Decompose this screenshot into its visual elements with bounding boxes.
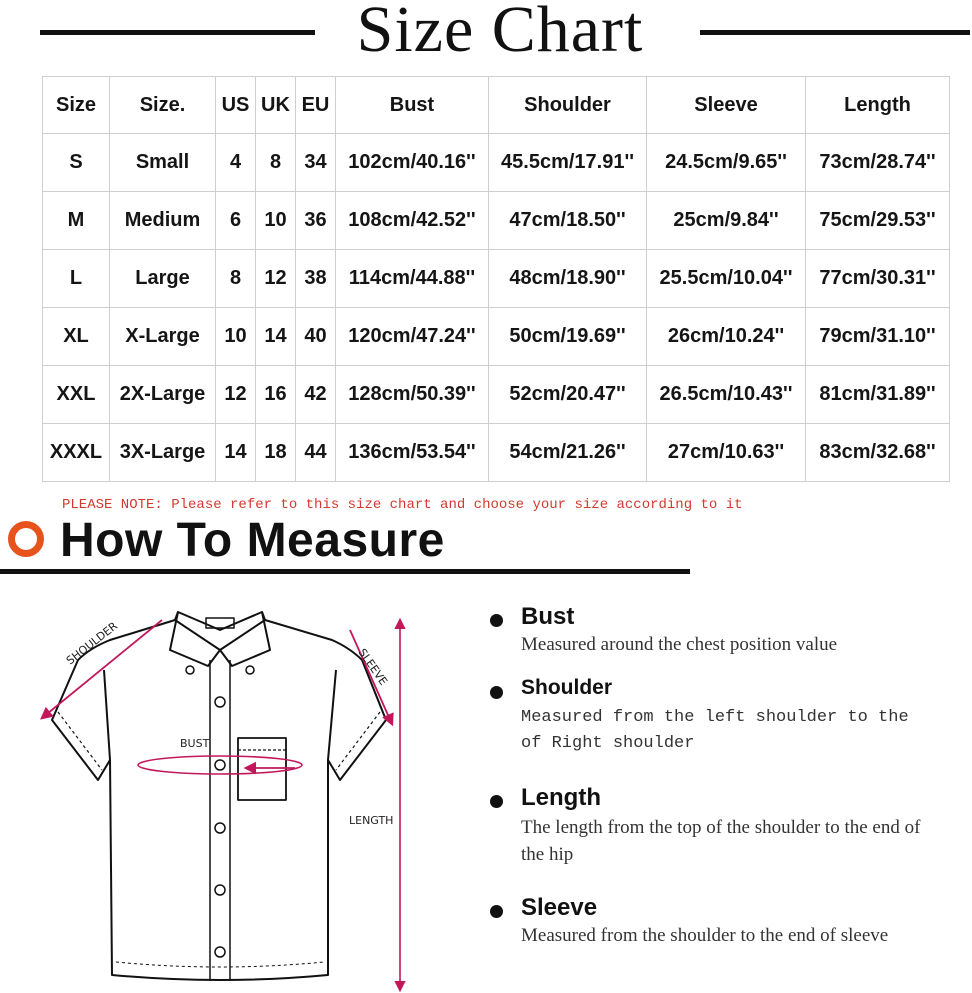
table-cell: M (43, 192, 110, 250)
table-cell: 38 (296, 250, 336, 308)
table-cell: 12 (256, 250, 296, 308)
size-chart-title: Size Chart (356, 0, 644, 66)
table-cell: XXL (43, 366, 110, 424)
definition-sleeve (490, 894, 960, 984)
table-cell: 4 (216, 134, 256, 192)
table-cell: 25.5cm/10.04'' (647, 250, 806, 308)
title-rule-left (40, 30, 315, 35)
table-cell: 47cm/18.50'' (489, 192, 647, 250)
table-cell: 77cm/30.31'' (806, 250, 950, 308)
definition-length (490, 784, 960, 874)
table-cell: 14 (216, 424, 256, 482)
table-cell: 42 (296, 366, 336, 424)
table-cell: 26.5cm/10.43'' (647, 366, 806, 424)
bullet-icon (490, 614, 503, 627)
table-cell: 136cm/53.54'' (336, 424, 489, 482)
table-row (43, 192, 950, 250)
table-cell: 25cm/9.84'' (647, 192, 806, 250)
table-cell: 36 (296, 192, 336, 250)
table-cell: X-Large (110, 308, 216, 366)
table-cell: 73cm/28.74'' (806, 134, 950, 192)
definition-text: The length from the top of the shoulder to the end of the hip (521, 817, 921, 865)
table-cell: 44 (296, 424, 336, 482)
table-header-row (43, 77, 950, 134)
definition-term: Sleeve (521, 894, 598, 921)
shirt-measurement-diagram (20, 590, 420, 993)
column-header: Sleeve (647, 77, 806, 134)
table-cell: 14 (256, 308, 296, 366)
definition-text: Measured from the left shoulder to the of Right shoulder (521, 708, 909, 753)
definition-bust (490, 603, 960, 663)
shoulder-label: SHOULDER (63, 619, 121, 668)
definition-term: Shoulder (521, 676, 613, 699)
table-cell: Medium (110, 192, 216, 250)
table-cell: 26cm/10.24'' (647, 308, 806, 366)
table-cell: 81cm/31.89'' (806, 366, 950, 424)
table-cell: 40 (296, 308, 336, 366)
table-cell: L (43, 250, 110, 308)
table-cell: 54cm/21.26'' (489, 424, 647, 482)
table-cell: 8 (216, 250, 256, 308)
table-cell: 10 (256, 192, 296, 250)
table-cell: 128cm/50.39'' (336, 366, 489, 424)
table-cell: Small (110, 134, 216, 192)
column-header: US (216, 77, 256, 134)
table-cell: 48cm/18.90'' (489, 250, 647, 308)
column-header: Shoulder (489, 77, 647, 134)
definition-term: Length (521, 784, 601, 811)
table-cell: 24.5cm/9.65'' (647, 134, 806, 192)
bust-label: BUST (180, 737, 210, 750)
section-rule (0, 569, 690, 574)
table-row (43, 424, 950, 482)
bullet-icon (490, 795, 503, 808)
column-header: Size (43, 77, 110, 134)
table-cell: 12 (216, 366, 256, 424)
shirt-buttons (186, 666, 254, 957)
table-cell: 10 (216, 308, 256, 366)
definition-term: Bust (521, 603, 575, 630)
column-header: EU (296, 77, 336, 134)
table-cell: 52cm/20.47'' (489, 366, 647, 424)
column-header: Length (806, 77, 950, 134)
table-cell: S (43, 134, 110, 192)
definition-text: Measured around the chest position value (521, 634, 838, 655)
size-note: PLEASE NOTE: Please refer to this size chart and choose your size according to it (62, 497, 743, 513)
table-cell: 108cm/42.52'' (336, 192, 489, 250)
column-header: Size. (110, 77, 216, 134)
table-cell: XL (43, 308, 110, 366)
table-cell: 27cm/10.63'' (647, 424, 806, 482)
bullet-icon (490, 686, 503, 699)
column-header: UK (256, 77, 296, 134)
table-cell: 120cm/47.24'' (336, 308, 489, 366)
table-cell: 79cm/31.10'' (806, 308, 950, 366)
table-cell: XXXL (43, 424, 110, 482)
table-cell: 34 (296, 134, 336, 192)
shirt-outline (52, 612, 386, 980)
table-cell: 6 (216, 192, 256, 250)
table-cell: 45.5cm/17.91'' (489, 134, 647, 192)
table-cell: 114cm/44.88'' (336, 250, 489, 308)
bullet-icon (490, 905, 503, 918)
size-table (42, 76, 950, 482)
table-cell: 16 (256, 366, 296, 424)
definition-text: Measured from the shoulder to the end of sleeve (521, 925, 889, 946)
length-label: LENGTH (349, 814, 394, 827)
title-rule-right (700, 30, 970, 35)
circle-bullet-icon (8, 521, 44, 557)
table-row (43, 134, 950, 192)
table-cell: Large (110, 250, 216, 308)
table-cell: 75cm/29.53'' (806, 192, 950, 250)
table-cell: 18 (256, 424, 296, 482)
table-cell: 102cm/40.16'' (336, 134, 489, 192)
table-row (43, 308, 950, 366)
table-cell: 8 (256, 134, 296, 192)
table-cell: 3X-Large (110, 424, 216, 482)
column-header: Bust (336, 77, 489, 134)
table-cell: 50cm/19.69'' (489, 308, 647, 366)
definition-shoulder (490, 676, 960, 766)
table-row (43, 366, 950, 424)
how-to-measure-title: How To Measure (60, 514, 445, 567)
table-row (43, 250, 950, 308)
sleeve-label: SLEEVE (355, 646, 390, 688)
table-cell: 83cm/32.68'' (806, 424, 950, 482)
table-cell: 2X-Large (110, 366, 216, 424)
